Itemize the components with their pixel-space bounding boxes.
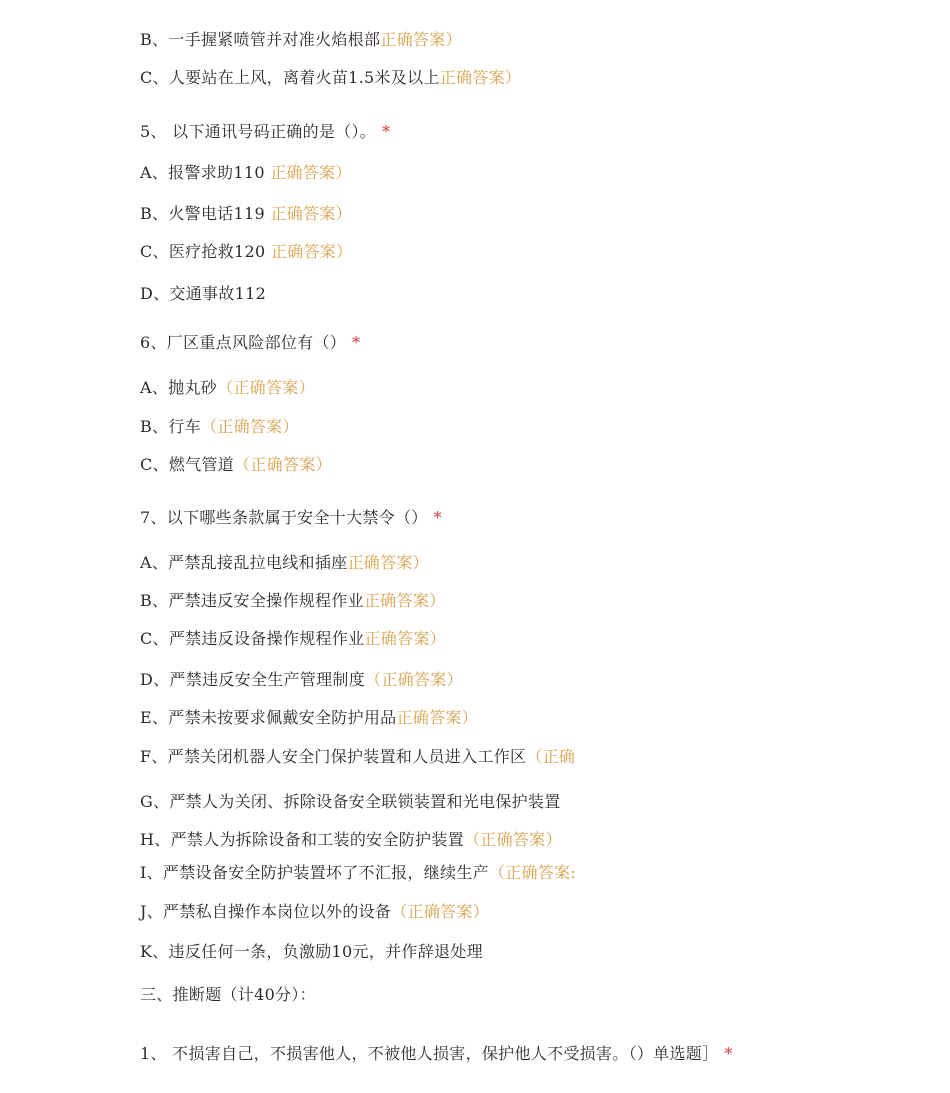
required-asterisk: *: [382, 122, 391, 141]
option-line: [140, 67, 521, 89]
option-line: [140, 862, 576, 884]
correct-answer-mark: 正确答案）: [270, 204, 352, 223]
option-label: C、医疗抢救120: [140, 242, 271, 261]
question-label: 7、以下哪些条款属于安全十大禁令（）: [140, 508, 428, 527]
option-label: B、行车: [140, 417, 201, 436]
correct-answer-mark: （正确答案）: [463, 830, 562, 849]
question-label: 1、 不损害自己，不损害他人，不被他人损害，保护他人不受损害。（）单选题］: [140, 1044, 719, 1063]
required-asterisk: *: [433, 508, 442, 527]
option-label: 三、推断题（计40分）：: [140, 985, 316, 1004]
option-line: [140, 829, 562, 851]
correct-answer-mark: 正确答案）: [439, 68, 522, 87]
option-label: K、违反任何一条，负激励10元，并作辞退处理: [140, 942, 483, 961]
option-label: D、交通事故112: [140, 284, 267, 303]
option-label: J、严禁私自操作本岗位以外的设备: [140, 902, 392, 921]
correct-answer-mark: 正确答案）: [270, 242, 353, 261]
option-label: C、严禁违反设备操作规程作业: [140, 629, 365, 648]
option-line: [140, 901, 489, 923]
option-line: [140, 590, 445, 612]
option-label: B、严禁违反安全操作规程作业: [140, 591, 364, 610]
option-line: [140, 791, 561, 813]
correct-answer-mark: （正确答案）: [365, 670, 463, 689]
section-heading: [140, 984, 316, 1006]
option-label: C、人要站在上风，离着火苗1.5米及以上: [140, 68, 440, 87]
option-label: D、严禁违反安全生产管理制度: [140, 670, 366, 689]
question-text: [140, 1043, 733, 1065]
option-line: [140, 746, 575, 768]
option-line: [140, 707, 478, 729]
option-label: H、严禁人为拆除设备和工装的安全防护装置: [140, 830, 464, 849]
correct-answer-mark: 正确答案）: [364, 629, 446, 648]
correct-answer-mark: 正确答案）: [347, 553, 429, 572]
option-label: G、严禁人为关闭、拆除设备安全联锁装置和光电保护装置: [140, 792, 561, 811]
option-label: E、严禁未按要求佩戴安全防护用品: [140, 708, 397, 727]
option-line: [140, 628, 446, 650]
correct-answer-mark: 正确答案）: [363, 591, 446, 610]
option-line: [140, 669, 463, 691]
option-line: [140, 552, 429, 574]
option-label: A、报警求助110: [140, 163, 271, 182]
option-label: A、严禁乱接乱拉电线和插座: [140, 553, 348, 572]
correct-answer-mark: （正确答案）: [391, 902, 490, 921]
correct-answer-mark: 正确答案）: [380, 30, 462, 49]
correct-answer-mark: （正确答案）: [200, 417, 299, 436]
option-label: F、严禁关闭机器人安全门保护装置和人员进入工作区: [140, 747, 527, 766]
correct-answer-mark: （正确答案:: [488, 863, 577, 882]
option-label: B、火警电话119: [140, 204, 271, 223]
option-line: [140, 29, 462, 51]
option-line: [140, 377, 315, 399]
option-line: [140, 162, 352, 184]
question-text: [140, 507, 442, 529]
question-text: [140, 121, 390, 143]
option-line: [140, 416, 299, 438]
option-line: [140, 941, 483, 963]
correct-answer-mark: 正确答案）: [396, 708, 478, 727]
correct-answer-mark: （正确答案）: [234, 455, 332, 474]
option-label: B、一手握紧喷管并对准火焰根部: [140, 30, 381, 49]
question-text: [140, 332, 360, 354]
correct-answer-mark: （正确答案）: [217, 378, 315, 397]
required-asterisk: *: [724, 1044, 733, 1063]
correct-answer-mark: （正确: [526, 747, 576, 766]
option-label: A、抛丸砂: [140, 378, 218, 397]
correct-answer-mark: 正确答案）: [270, 163, 352, 182]
option-line: [140, 203, 352, 225]
option-label: C、燃气管道: [140, 455, 235, 474]
question-label: 5、 以下通讯号码正确的是（）。: [140, 122, 377, 141]
question-label: 6、厂区重点风险部位有（）: [140, 333, 347, 352]
option-line: [140, 283, 266, 305]
option-line: [140, 241, 352, 263]
option-line: [140, 454, 332, 476]
option-label: I、严禁设备安全防护装置坏了不汇报，继续生产: [140, 863, 489, 882]
required-asterisk: *: [352, 333, 361, 352]
